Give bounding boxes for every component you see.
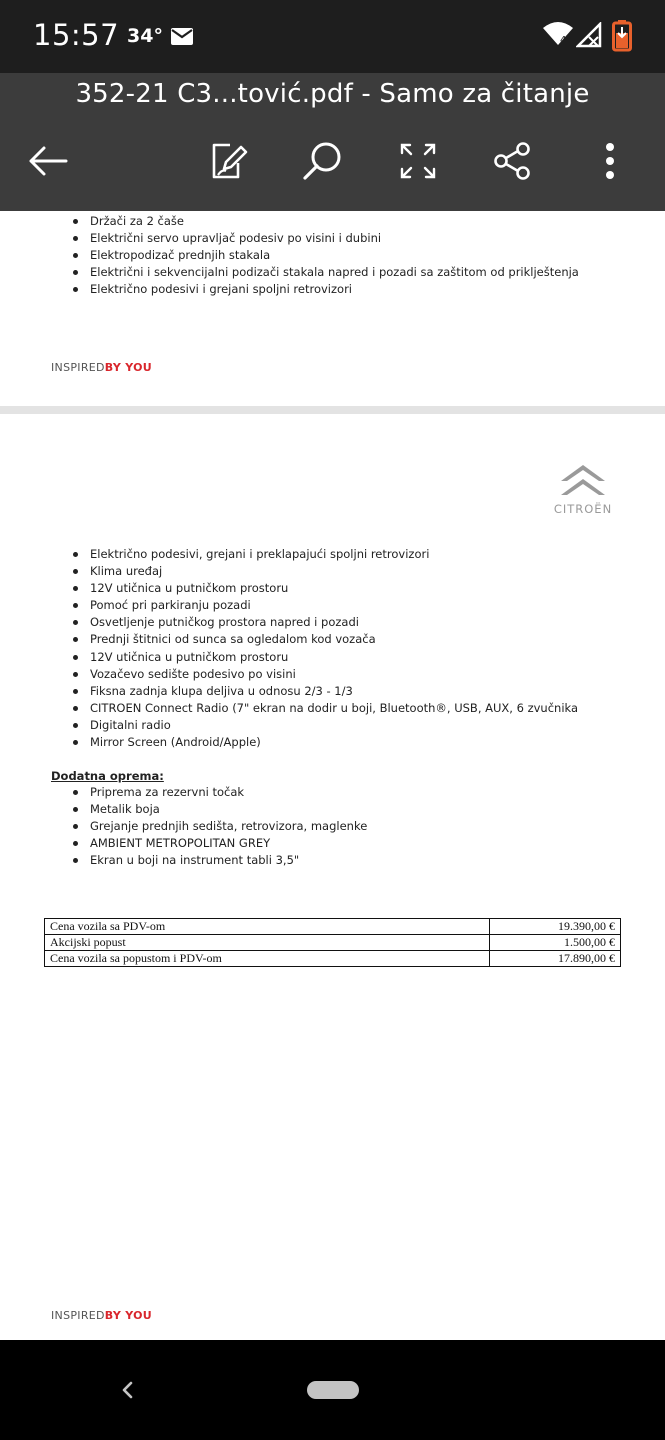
fullscreen-button[interactable]	[388, 131, 448, 191]
share-button[interactable]	[482, 131, 542, 191]
feature-item: Mirror Screen (Android/Apple)	[73, 734, 578, 751]
feature-item: Digitalni radio	[73, 717, 578, 734]
inspired-by-you-logo: INSPIREDBY YOU	[51, 361, 153, 374]
feature-item: Vozačevo sedište podesivo po visini	[73, 666, 578, 683]
price-row	[45, 919, 621, 935]
share-icon	[492, 141, 532, 181]
back-arrow-icon	[28, 145, 68, 177]
price-label: Akcijski popust	[45, 935, 490, 951]
svg-text:4: 4	[560, 35, 567, 46]
app-toolbar	[0, 73, 665, 211]
feature-item: Fiksna zadnja klupa deljiva u odnosu 2/3 - 1/3	[73, 683, 578, 700]
signal-icon	[576, 22, 602, 48]
feature-item: Električno podesivi, grejani i preklapajući spoljni retrovizori	[73, 546, 578, 563]
feature-item: Električno podesivi i grejani spoljni retrovizori	[73, 281, 579, 298]
status-temperature: 34°	[127, 25, 163, 47]
extra-item: Ekran u boji na instrument tabli 3,5"	[73, 852, 367, 869]
status-bar	[0, 0, 665, 73]
svg-text:CITROËN: CITROËN	[553, 502, 613, 516]
price-value: 1.500,00 €	[490, 935, 621, 951]
feature-list	[73, 213, 579, 298]
citroen-logo	[545, 463, 621, 519]
document-title: 352-21 C3...tović.pdf - Samo za čitanje	[75, 79, 590, 109]
edit-icon	[208, 141, 248, 181]
wifi-icon	[543, 22, 573, 46]
price-table	[44, 918, 621, 967]
price-label: Cena vozila sa PDV-om	[45, 919, 490, 935]
fullscreen-icon	[399, 142, 437, 180]
extra-item: Priprema za rezervni točak	[73, 784, 367, 801]
pdf-viewer[interactable]	[0, 211, 665, 1340]
price-row	[45, 951, 621, 967]
feature-item: 12V utičnica u putničkom prostoru	[73, 580, 578, 597]
more-icon	[604, 141, 616, 181]
extras-heading: Dodatna oprema:	[51, 769, 164, 783]
extra-item: Grejanje prednjih sedišta, retrovizora, maglenke	[73, 818, 367, 835]
price-label: Cena vozila sa popustom i PDV-om	[45, 951, 490, 967]
mail-icon	[171, 28, 193, 45]
extras-list	[73, 784, 367, 869]
edit-button[interactable]	[198, 131, 258, 191]
more-options-button[interactable]	[580, 131, 640, 191]
feature-item: Električni servo upravljač podesiv po visini i dubini	[73, 230, 579, 247]
price-row	[45, 935, 621, 951]
search-button[interactable]	[292, 131, 352, 191]
feature-item: 12V utičnica u putničkom prostoru	[73, 649, 578, 666]
extra-item: AMBIENT METROPOLITAN GREY	[73, 835, 367, 852]
feature-item: CITROEN Connect Radio (7" ekran na dodir u boji, Bluetooth®, USB, AUX, 6 zvučnika	[73, 700, 578, 717]
feature-item: Prednji štitnici od sunca sa ogledalom kod vozača	[73, 631, 578, 648]
feature-item: Držači za 2 čaše	[73, 213, 579, 230]
back-button[interactable]	[18, 131, 78, 191]
battery-icon	[612, 20, 632, 52]
status-time: 15:57	[33, 18, 120, 52]
home-pill-button[interactable]	[307, 1381, 359, 1399]
extra-item: Metalik boja	[73, 801, 367, 818]
price-value: 19.390,00 €	[490, 919, 621, 935]
nav-back-icon[interactable]	[112, 1375, 142, 1405]
inspired-by-you-logo: INSPIREDBY YOU	[51, 1309, 153, 1322]
feature-item: Klima uređaj	[73, 563, 578, 580]
search-icon	[301, 140, 343, 182]
page-separator	[0, 406, 665, 414]
standard-equipment-list	[73, 546, 578, 751]
feature-item: Električni i sekvencijalni podizači stakala napred i pozadi sa zaštitom od priklještenja	[73, 264, 579, 281]
feature-item: Osvetljenje putničkog prostora napred i pozadi	[73, 614, 578, 631]
navigation-bar	[0, 1340, 665, 1440]
feature-item: Elektropodizač prednjih stakala	[73, 247, 579, 264]
price-value: 17.890,00 €	[490, 951, 621, 967]
feature-item: Pomoć pri parkiranju pozadi	[73, 597, 578, 614]
